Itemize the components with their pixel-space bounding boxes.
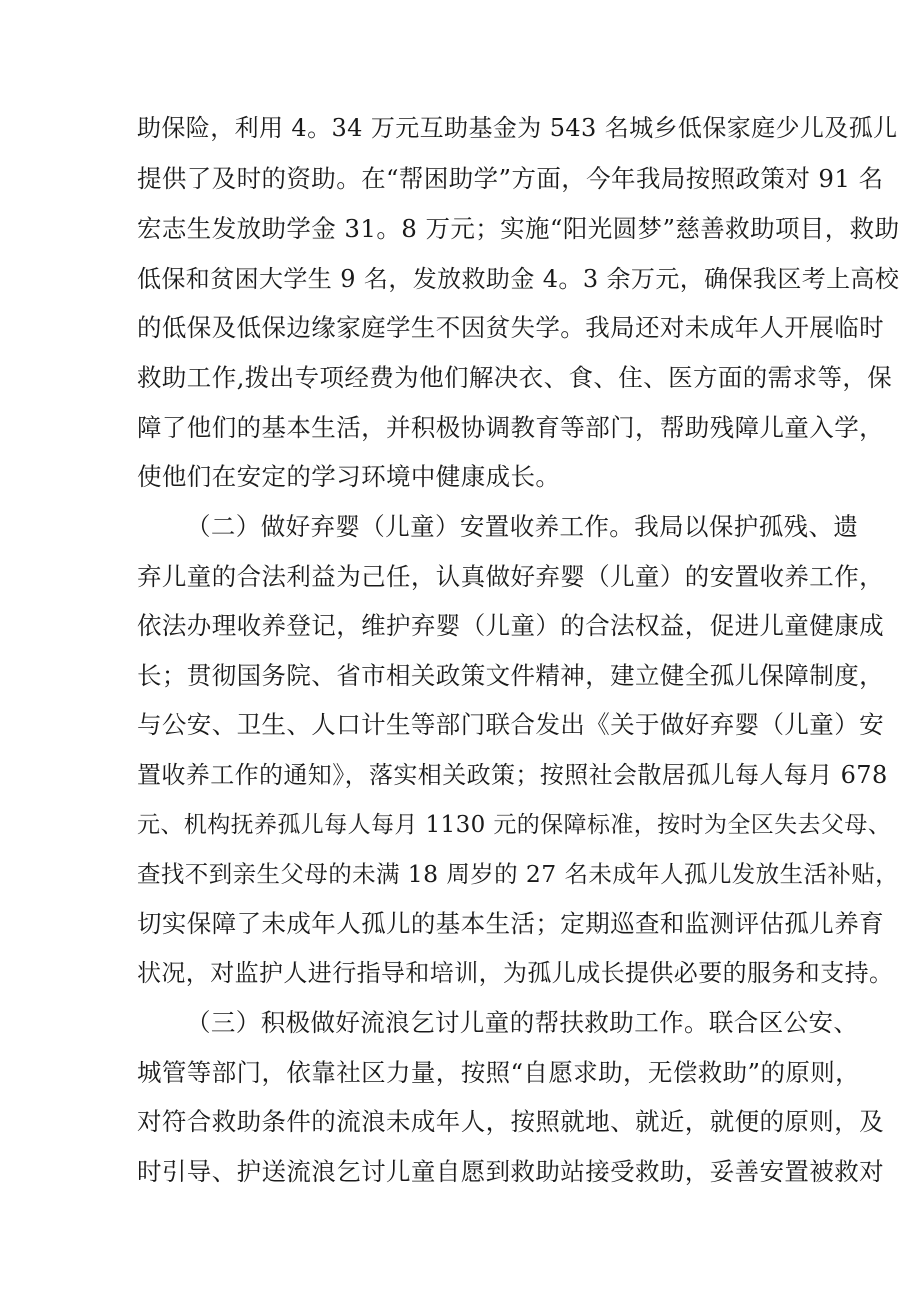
text-line: 宏志生发放助学金 31。8 万元；实施“阳光圆梦”慈善救助项目，救助	[137, 214, 900, 243]
text-line: 的低保及低保边缘家庭学生不因贫失学。我局还对未成年人开展临时	[137, 313, 884, 342]
text-line: 提供了及时的资助。在“帮困助学”方面，今年我局按照政策对 91 名	[137, 164, 884, 193]
text-line: 查找不到亲生父母的未满 18 周岁的 27 名未成年人孤儿发放生活补贴，	[137, 860, 900, 888]
text-line: 切实保障了未成年人孤儿的基本生活；定期巡查和监测评估孤儿养育	[137, 909, 884, 938]
text-line: 城管等部门，依靠社区力量，按照“自愿求助，无偿救助”的原则，	[137, 1058, 861, 1087]
section-heading-line: （三）积极做好流浪乞讨儿童的帮扶救助工作。联合区公安、	[186, 1008, 859, 1037]
text-line: 弃儿童的合法利益为己任，认真做好弃婴（儿童）的安置收养工作，	[137, 562, 884, 591]
text-line: 低保和贫困大学生 9 名，发放救助金 4。3 余万元，确保我区考上高校	[137, 265, 900, 293]
text-line: 使他们在安定的学习环境中健康成长。	[137, 462, 561, 491]
text-line: 元、机构抚养孤儿每人每月 1130 元的保障标准，按时为全区失去父母、	[137, 812, 892, 838]
section-heading-line: （二）做好弃婴（儿童）安置收养工作。我局以保护孤残、遗	[186, 512, 859, 541]
text-line: 置收养工作的通知》，落实相关政策；按照社会散居孤儿每人每月 678	[137, 761, 888, 789]
text-line: 对符合救助条件的流浪未成年人，按照就地、就近，就便的原则，及	[137, 1107, 884, 1136]
text-line: 状况，对监护人进行指导和培训，为孤儿成长提供必要的服务和支持。	[137, 959, 894, 987]
text-line: 障了他们的基本生活，并积极协调教育等部门，帮助残障儿童入学，	[137, 413, 884, 442]
text-line: 与公安、卫生、人口计生等部门联合发出《关于做好弃婴（儿童）安	[137, 710, 884, 739]
text-line: 助保险，利用 4。34 万元互助基金为 543 名城乡低保家庭少儿及孤儿	[137, 114, 898, 142]
text-line: 依法办理收养登记，维护弃婴（儿童）的合法权益，促进儿童健康成	[137, 611, 884, 640]
text-line: 时引导、护送流浪乞讨儿童自愿到救助站接受救助，妥善安置被救对	[137, 1157, 884, 1186]
text-line: 长；贯彻国务院、省市相关政策文件精神，建立健全孤儿保障制度，	[137, 661, 884, 690]
text-line: 救助工作,拨出专项经费为他们解决衣、食、住、医方面的需求等，保	[137, 363, 893, 392]
